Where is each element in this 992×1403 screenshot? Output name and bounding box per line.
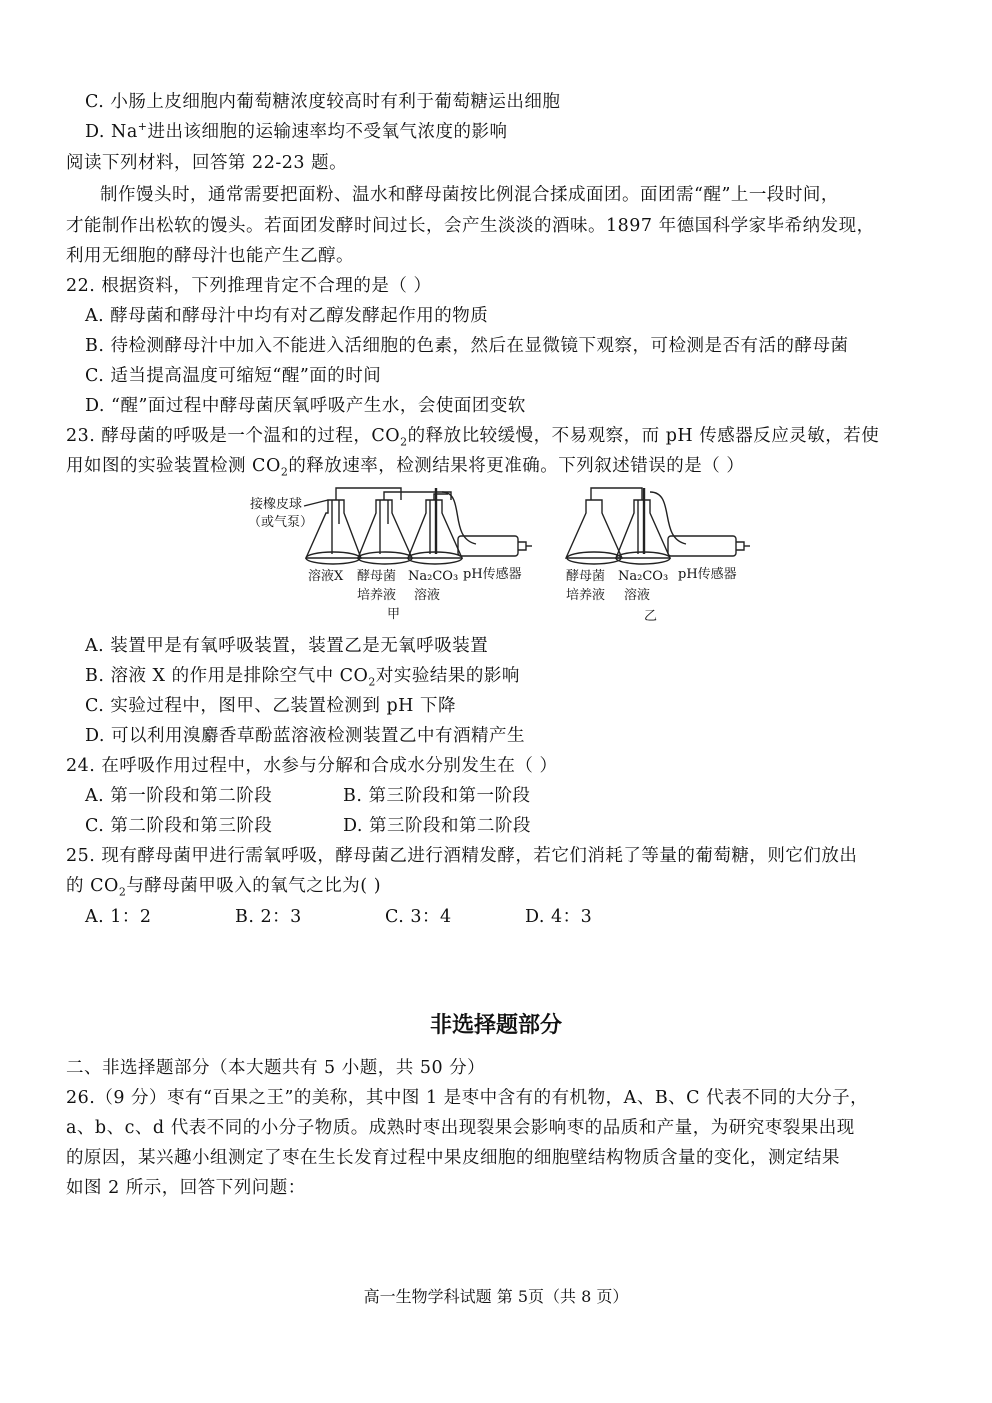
q23-stem-2: 用如图的实验装置检测 $CO_2$的释放速率，检测结果将更准确。下列叙述错误的是（ ） — [66, 456, 745, 479]
page-footer: 高一生物学科试题 第 5页（共 8 页） — [363, 1287, 629, 1306]
section-intro: 二、非选择题部分（本大题共有 5 小题，共 50 分） — [66, 1058, 486, 1078]
material-line-3: 利用无细胞的酵母汁也能产生乙醇。 — [66, 246, 354, 266]
q25-option-c: C. 3：4 — [385, 907, 452, 927]
prev-option-d: D. Na+进出该细胞的运输速率均不受氧气浓度的影响 — [85, 120, 508, 142]
q25-option-b: B. 2：3 — [235, 907, 302, 927]
q22-stem: 22. 根据资料，下列推理肯定不合理的是（ ） — [66, 276, 432, 296]
q26-line-3: 的原因，某兴趣小组测定了枣在生长发育过程中果皮细胞的细胞壁结构物质含量的变化，测定结果 — [66, 1148, 840, 1168]
q25-options — [85, 903, 592, 928]
pump-label-2: （或气泵） — [248, 515, 314, 530]
jia-ph-sensor-label: pH传感器 — [463, 567, 522, 582]
reading-instruction: 阅读下列材料，回答第 22-23 题。 — [66, 153, 348, 173]
yi-yeast-label-2: 培养液 — [566, 588, 606, 603]
q22-option-b: B. 待检测酵母汁中加入不能进入活细胞的色素，然后在显微镜下观察，可检测是否有活的酵母菌 — [85, 336, 849, 356]
q25-stem-1: 25. 现有酵母菌甲进行需氧呼吸，酵母菌乙进行酒精发酵，若它们消耗了等量的葡萄糖，则它们放出 — [66, 846, 858, 866]
jia-solution-x-label: 溶液X — [308, 569, 344, 584]
q23-option-d: D. 可以利用溴麝香草酚蓝溶液检测装置乙中有酒精产生 — [85, 726, 526, 746]
q24-option-b: B. 第三阶段和第一阶段 — [343, 786, 531, 806]
material-line-1: 制作馒头时，通常需要把面粉、温水和酵母菌按比例混合揉成面团。面团需“醒”上一段时间， — [100, 185, 839, 205]
yi-ph-sensor-label: pH传感器 — [678, 567, 737, 582]
q26-line-2: a、b、c、d 代表不同的小分子物质。成熟时枣出现裂果会影响枣的品质和产量，为研究枣裂果出现 — [66, 1118, 855, 1138]
q26-line-4: 如图 2 所示，回答下列问题： — [66, 1178, 306, 1198]
pump-label-1: 接橡皮球 — [250, 497, 303, 512]
prev-option-c: C. 小肠上皮细胞内葡萄糖浓度较高时有利于葡萄糖运出细胞 — [85, 92, 561, 112]
q24-option-a: A. 第一阶段和第二阶段 — [85, 786, 273, 806]
q24-stem: 24. 在呼吸作用过程中，水参与分解和合成水分别发生在（ ） — [66, 756, 558, 776]
q24-option-d: D. 第三阶段和第二阶段 — [343, 816, 532, 836]
yi-na2co3-label-1: Na₂CO₃ — [618, 569, 669, 584]
experiment-apparatus-diagram — [236, 478, 776, 628]
q22-option-c: C. 适当提高温度可缩短“醒”面的时间 — [85, 366, 382, 386]
jia-apparatus-label: 甲 — [387, 607, 401, 622]
q23-option-c: C. 实验过程中，图甲、乙装置检测到 pH 下降 — [85, 696, 456, 716]
section-title: 非选择题部分 — [429, 1013, 562, 1038]
jia-yeast-label-1: 酵母菌 — [357, 569, 397, 584]
yi-apparatus-label: 乙 — [644, 609, 658, 624]
jia-yeast-label-2: 培养液 — [357, 588, 397, 603]
q24-options-row-1 — [85, 782, 531, 807]
yi-yeast-label-1: 酵母菌 — [566, 569, 606, 584]
q23-option-b: B. 溶液 X 的作用是排除空气中 $CO_2$对实验结果的影响 — [85, 666, 520, 689]
q25-stem-2: 的 $CO_2$与酵母菌甲吸入的氧气之比为( ) — [66, 876, 382, 899]
jia-na2co3-label-2: 溶液 — [414, 588, 441, 603]
jia-na2co3-label-1: Na₂CO₃ — [408, 569, 459, 584]
yi-na2co3-label-2: 溶液 — [624, 588, 651, 603]
q25-option-d: D. 4：3 — [525, 907, 593, 927]
material-line-2: 才能制作出松软的馒头。若面团发酵时间过长，会产生淡淡的酒味。1897 年德国科学家毕希纳发现， — [66, 216, 875, 236]
q24-options-row-2 — [85, 812, 531, 837]
q26-line-1: 26.（9 分）枣有“百果之王”的美称，其中图 1 是枣中含有的有机物，A、B、C 代表不同的大分子， — [66, 1088, 869, 1108]
q23-stem-1: 23. 酵母菌的呼吸是一个温和的过程，$CO_2$的释放比较缓慢，不易观察，而 pH 传感器反应灵敏，若使 — [66, 426, 880, 449]
q23-option-a: A. 装置甲是有氧呼吸装置，装置乙是无氧呼吸装置 — [85, 636, 489, 656]
q22-option-d: D. “醒”面过程中酵母菌厌氧呼吸产生水，会使面团变软 — [85, 396, 526, 416]
q25-option-a: A. 1：2 — [85, 907, 152, 927]
q24-option-c: C. 第二阶段和第三阶段 — [85, 816, 273, 836]
q22-option-a: A. 酵母菌和酵母汁中均有对乙醇发酵起作用的物质 — [85, 306, 489, 326]
